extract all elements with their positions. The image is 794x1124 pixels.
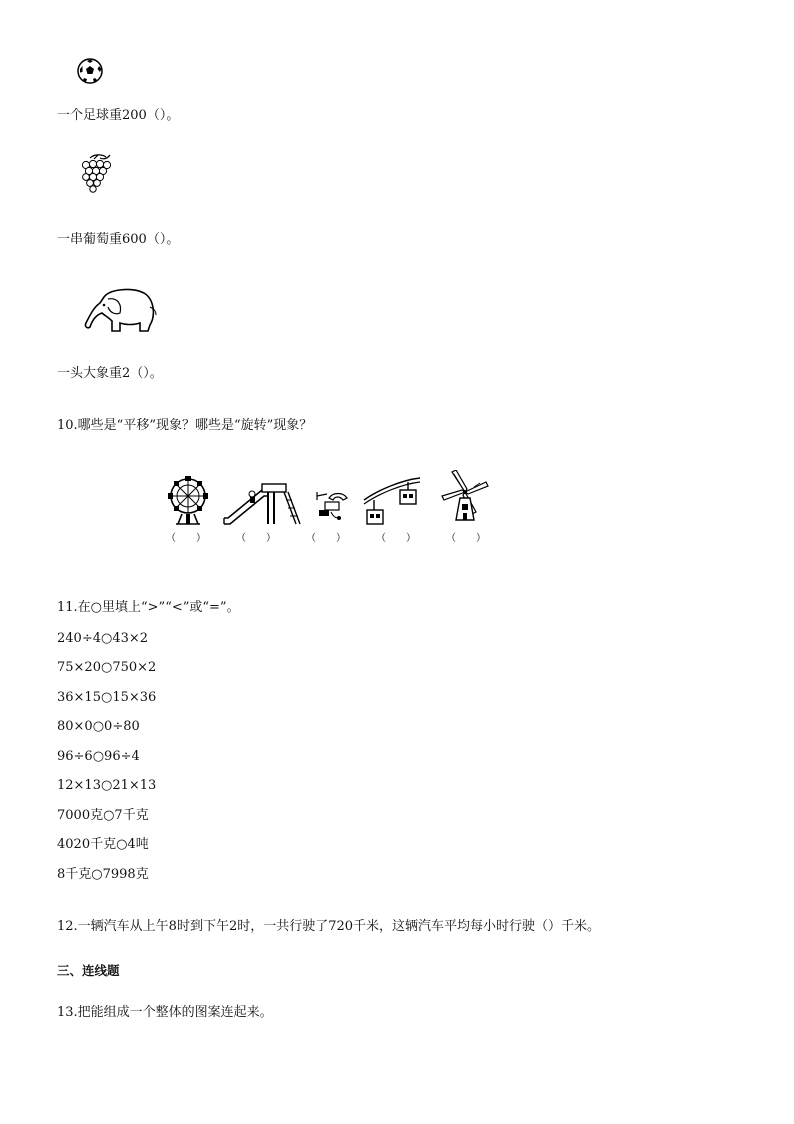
grapes-icon: [76, 152, 116, 198]
comparison-row: 7000克○7千克: [57, 808, 149, 823]
elephant-icon: [82, 285, 158, 335]
answer-blank[interactable]: （ ）: [446, 533, 486, 544]
answer-blank[interactable]: （ ）: [376, 533, 416, 544]
answer-blank[interactable]: （ ）: [166, 533, 206, 544]
cable-car-icon: [362, 472, 422, 528]
slide-icon: [222, 478, 302, 526]
answer-blank[interactable]: （ ）: [236, 533, 276, 544]
faucet-icon: [313, 488, 353, 522]
football-question: 一个足球重200（）。: [57, 108, 180, 123]
q12-text: 12.一辆汽车从上午8时到下午2时，一共行驶了720千米，这辆汽车平均每小时行驶（）千米。: [57, 919, 601, 934]
comparison-row: 96÷6○96÷4: [57, 749, 140, 764]
q11-text: 11.在○里填上“>”“<”或“=”。: [57, 600, 240, 615]
comparison-row: 75×20○750×2: [57, 660, 157, 675]
comparison-row: 36×15○15×36: [57, 690, 157, 705]
ferris-wheel-icon: [166, 474, 210, 526]
windmill-icon: [440, 470, 490, 522]
comparison-row: 12×13○21×13: [57, 778, 157, 793]
q13-text: 13.把能组成一个整体的图案连起来。: [57, 1005, 273, 1020]
comparison-row: 4020千克○4吨: [57, 837, 149, 852]
comparison-row: 80×0○0÷80: [57, 719, 140, 734]
q10-text: 10.哪些是“平移”现象？哪些是“旋转”现象？: [57, 418, 313, 433]
comparison-row: 8千克○7998克: [57, 867, 149, 882]
comparison-row: 240÷4○43×2: [57, 631, 149, 646]
grapes-question: 一串葡萄重600（）。: [57, 232, 180, 247]
answer-blank[interactable]: （ ）: [306, 533, 346, 544]
elephant-question: 一头大象重2（）。: [57, 366, 163, 381]
football-icon: [76, 57, 104, 85]
section-heading: 三、连线题: [57, 963, 120, 978]
